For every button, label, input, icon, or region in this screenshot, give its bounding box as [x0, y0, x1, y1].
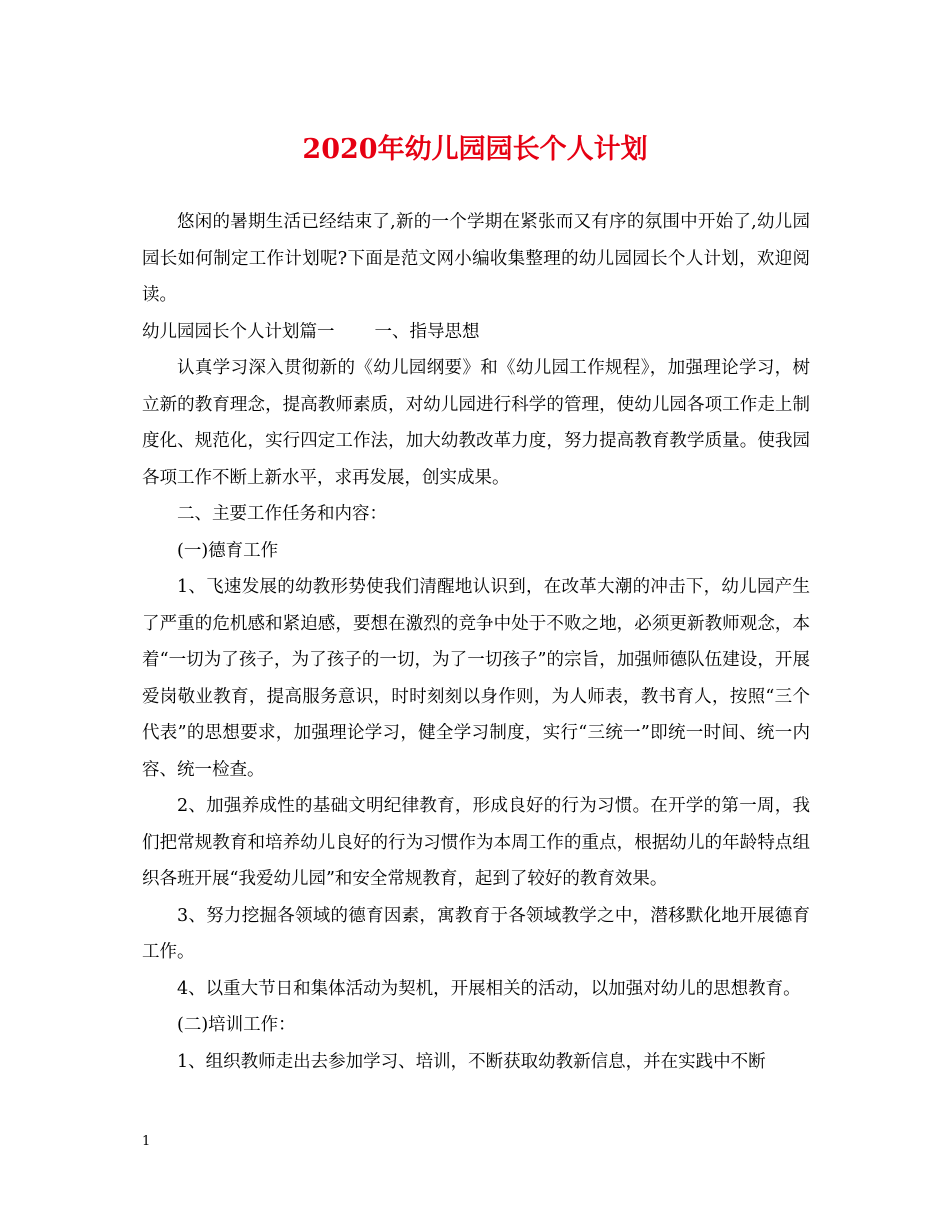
section-heading: [142, 314, 810, 351]
section-heading-title: 幼儿园园长个人计划篇一: [142, 321, 335, 342]
document-body: [142, 204, 810, 1080]
section-heading-subtitle: 一、指导思想: [374, 321, 480, 342]
body-paragraph: 二、主要工作任务和内容：: [177, 504, 387, 524]
page-number: 1: [142, 1134, 151, 1149]
body-paragraph: 认真学习深入贯彻新的《幼儿园纲要》和《幼儿园工作规程》，加强理论学习，树立新的教育理念，提高教师素质，对幼儿园进行科学的管理，使幼儿园各项工作走上制度化、规范化，实行四定工作法，加大幼教改革力度，努力提高教育教学质量。使我园各项工作不断上新水平，求再发展，创实成果。: [142, 358, 810, 488]
body-paragraph: 2、加强养成性的基础文明纪律教育，形成良好的行为习惯。在开学的第一周，我们把常规教育和培养幼儿良好的行为习惯作为本周工作的重点，根据幼儿的年龄特点组织各班开展“我爱幼儿园”和安全常规教育，起到了较好的教育效果。: [142, 796, 810, 889]
body-paragraph: 1、飞速发展的幼教形势使我们清醒地认识到，在改革大潮的冲击下，幼儿园产生了严重的危机感和紧迫感，要想在激烈的竞争中处于不败之地，必须更新教师观念，本着“一切为了孩子，为了孩子的一切，为了一切孩子”的宗旨，加强师德队伍建设，开展爱岗敬业教育，提高服务意识，时时刻刻以身作则，为人师表，教书育人，按照“三个代表”的思想要求，加强理论学习，健全学习制度，实行“三统一”即统一时间、统一内容、统一检查。: [142, 577, 810, 780]
document-title: 2020年幼儿园园长个人计划: [302, 134, 648, 165]
body-paragraph: (一)德育工作: [177, 540, 279, 561]
intro-paragraph: 悠闲的暑期生活已经结束了,新的一个学期在紧张而又有序的氛围中开始了,幼儿园园长如何制定工作计划呢?下面是范文网小编收集整理的幼儿园园长个人计划，欢迎阅读。: [142, 212, 810, 305]
body-paragraph: 3、努力挖掘各领域的德育因素，寓教育于各领域教学之中，潜移默化地开展德育工作。: [142, 905, 810, 962]
body-paragraph: 1、组织教师走出去参加学习、培训，不断获取幼教新信息，并在实践中不断: [177, 1051, 766, 1072]
body-paragraph: 4、以重大节日和集体活动为契机，开展相关的活动，以加强对幼儿的思想教育。: [177, 978, 801, 999]
body-paragraph: (二)培训工作：: [177, 1015, 296, 1035]
